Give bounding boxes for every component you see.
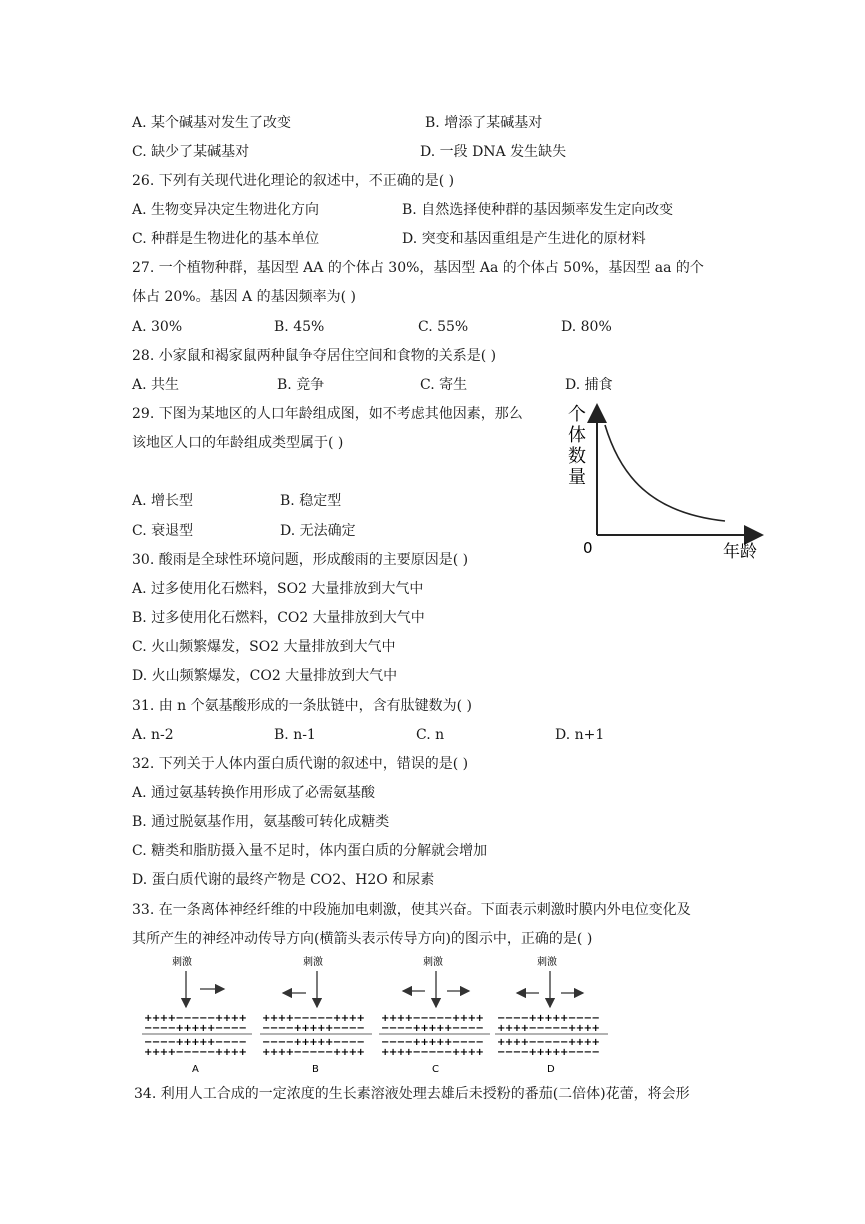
y-axis-label-char: 数 xyxy=(568,446,586,467)
q29-stem-line1: 29. 下图为某地区的人口年龄组成图，如不考虑其他因素，那么 xyxy=(132,406,523,422)
q29-option-b: B. 稳定型 xyxy=(280,493,342,509)
membrane-row: ++++−−−−−++++ xyxy=(497,1037,600,1048)
q32-option-a: A. 通过氨基转换作用形成了必需氨基酸 xyxy=(132,785,376,801)
q28-option-b: B. 竞争 xyxy=(277,377,325,393)
membrane-row: −−−−+++++−−−− xyxy=(262,1037,365,1048)
q27-stem-line1: 27. 一个植物种群，基因型 AA 的个体占 30%，基因型 Aa 的个体占 50%，基因型 aa 的个 xyxy=(132,260,704,276)
panel-label: D xyxy=(547,1064,555,1075)
membrane-row: ++++−−−−−++++ xyxy=(144,1047,247,1058)
membrane-row: −−−−+++++−−−− xyxy=(144,1037,247,1048)
membrane-row: ++++−−−−−++++ xyxy=(262,1047,365,1058)
y-axis-label-char: 体 xyxy=(568,425,586,446)
q31-stem: 31. 由 n 个氨基酸形成的一条肽链中，含有肽键数为( ) xyxy=(132,698,473,714)
q25-option-a: A. 某个碱基对发生了改变 xyxy=(132,115,292,131)
membrane-row: −−−−+++++−−−− xyxy=(262,1023,365,1034)
q29-option-a: A. 增长型 xyxy=(132,493,194,509)
q27-option-a: A. 30% xyxy=(132,319,183,335)
q30-option-b: B. 过多使用化石燃料，CO2 大量排放到大气中 xyxy=(132,610,425,626)
q27-option-d: D. 80% xyxy=(561,319,612,335)
q29-stem-line2: 该地区人口的年龄组成类型属于( ) xyxy=(132,435,344,451)
q28-option-a: A. 共生 xyxy=(132,377,180,393)
q28-option-d: D. 捕食 xyxy=(565,377,613,393)
q31-option-c: C. n xyxy=(416,727,445,743)
q34-stem-line1: 34. 利用人工合成的一定浓度的生长素溶液处理去雄后未授粉的番茄(二倍体)花蕾，将会形 xyxy=(134,1086,690,1102)
y-axis-label-char: 个 xyxy=(568,404,586,425)
nerve-fiber-diagrams xyxy=(140,953,615,1078)
stimulus-label: 刺激 xyxy=(172,957,192,968)
origin-label: 0 xyxy=(583,539,593,557)
membrane-row: −−−−+++++−−−− xyxy=(497,1013,600,1024)
q31-option-d: D. n+1 xyxy=(555,727,605,743)
q30-stem: 30. 酸雨是全球性环境问题，形成酸雨的主要原因是( ) xyxy=(132,552,469,568)
membrane-row: −−−−+++++−−−− xyxy=(144,1023,247,1034)
q26-option-a: A. 生物变异决定生物进化方向 xyxy=(132,202,320,218)
stimulus-label: 刺激 xyxy=(537,957,557,968)
q29-option-c: C. 衰退型 xyxy=(132,523,194,539)
q28-stem: 28. 小家鼠和褐家鼠两种鼠争夺居住空间和食物的关系是( ) xyxy=(132,348,497,364)
q26-option-b: B. 自然选择使种群的基因频率发生定向改变 xyxy=(402,202,674,218)
q30-option-c: C. 火山频繁爆发，SO2 大量排放到大气中 xyxy=(132,639,396,655)
q27-option-c: C. 55% xyxy=(418,319,469,335)
x-axis-label: 年龄 xyxy=(723,542,757,562)
stimulus-label: 刺激 xyxy=(423,957,443,968)
q26-stem: 26. 下列有关现代进化理论的叙述中，不正确的是( ) xyxy=(132,173,455,189)
q32-option-b: B. 通过脱氨基作用，氨基酸可转化成糖类 xyxy=(132,814,390,830)
panel-a xyxy=(142,955,252,1075)
membrane-row: ++++−−−−−++++ xyxy=(497,1023,600,1034)
q30-option-a: A. 过多使用化石燃料，SO2 大量排放到大气中 xyxy=(132,581,424,597)
q26-option-d: D. 突变和基因重组是产生进化的原材料 xyxy=(402,231,646,247)
q32-option-d: D. 蛋白质代谢的最终产物是 CO2、H2O 和尿素 xyxy=(132,872,435,888)
panel-label: A xyxy=(192,1064,199,1075)
q27-stem-line2: 体占 20%。基因 A 的基因频率为( ) xyxy=(132,289,356,305)
membrane-row: ++++−−−−−++++ xyxy=(381,1013,484,1024)
panel-d xyxy=(495,955,608,1075)
membrane-row: ++++−−−−−++++ xyxy=(144,1013,247,1024)
stimulus-label: 刺激 xyxy=(303,957,323,968)
q26-option-c: C. 种群是生物进化的基本单位 xyxy=(132,231,320,247)
membrane-row: −−−−+++++−−−− xyxy=(381,1037,484,1048)
q25-option-c: C. 缺少了某碱基对 xyxy=(132,144,250,160)
population-curve xyxy=(605,425,725,521)
q29-option-d: D. 无法确定 xyxy=(280,523,356,539)
panel-label: B xyxy=(312,1064,319,1075)
q32-option-c: C. 糖类和脂肪摄入量不足时，体内蛋白质的分解就会增加 xyxy=(132,843,488,859)
q25-option-d: D. 一段 DNA 发生缺失 xyxy=(420,144,567,160)
q27-option-b: B. 45% xyxy=(274,319,325,335)
panel-label: C xyxy=(432,1064,439,1075)
age-composition-chart xyxy=(560,395,770,565)
panel-b xyxy=(260,955,372,1075)
q31-option-b: B. n-1 xyxy=(274,727,316,743)
q28-option-c: C. 寄生 xyxy=(420,377,468,393)
membrane-row: −−−−+++++−−−− xyxy=(381,1023,484,1034)
q30-option-d: D. 火山频繁爆发，CO2 大量排放到大气中 xyxy=(132,668,398,684)
membrane-row: −−−−+++++−−−− xyxy=(497,1047,600,1058)
q31-option-a: A. n-2 xyxy=(132,727,174,743)
y-axis-label-char: 量 xyxy=(568,467,586,488)
q33-stem-line1: 33. 在一条离体神经纤维的中段施加电刺激，使其兴奋。下面表示刺激时膜内外电位变化及 xyxy=(132,902,691,918)
q33-stem-line2: 其所产生的神经冲动传导方向(横箭头表示传导方向)的图示中，正确的是( ) xyxy=(132,931,593,947)
q25-option-b: B. 增添了某碱基对 xyxy=(425,115,543,131)
membrane-row: ++++−−−−−++++ xyxy=(262,1013,365,1024)
membrane-row: ++++−−−−−++++ xyxy=(381,1047,484,1058)
panel-c xyxy=(379,955,490,1075)
q32-stem: 32. 下列关于人体内蛋白质代谢的叙述中，错误的是( ) xyxy=(132,756,469,772)
